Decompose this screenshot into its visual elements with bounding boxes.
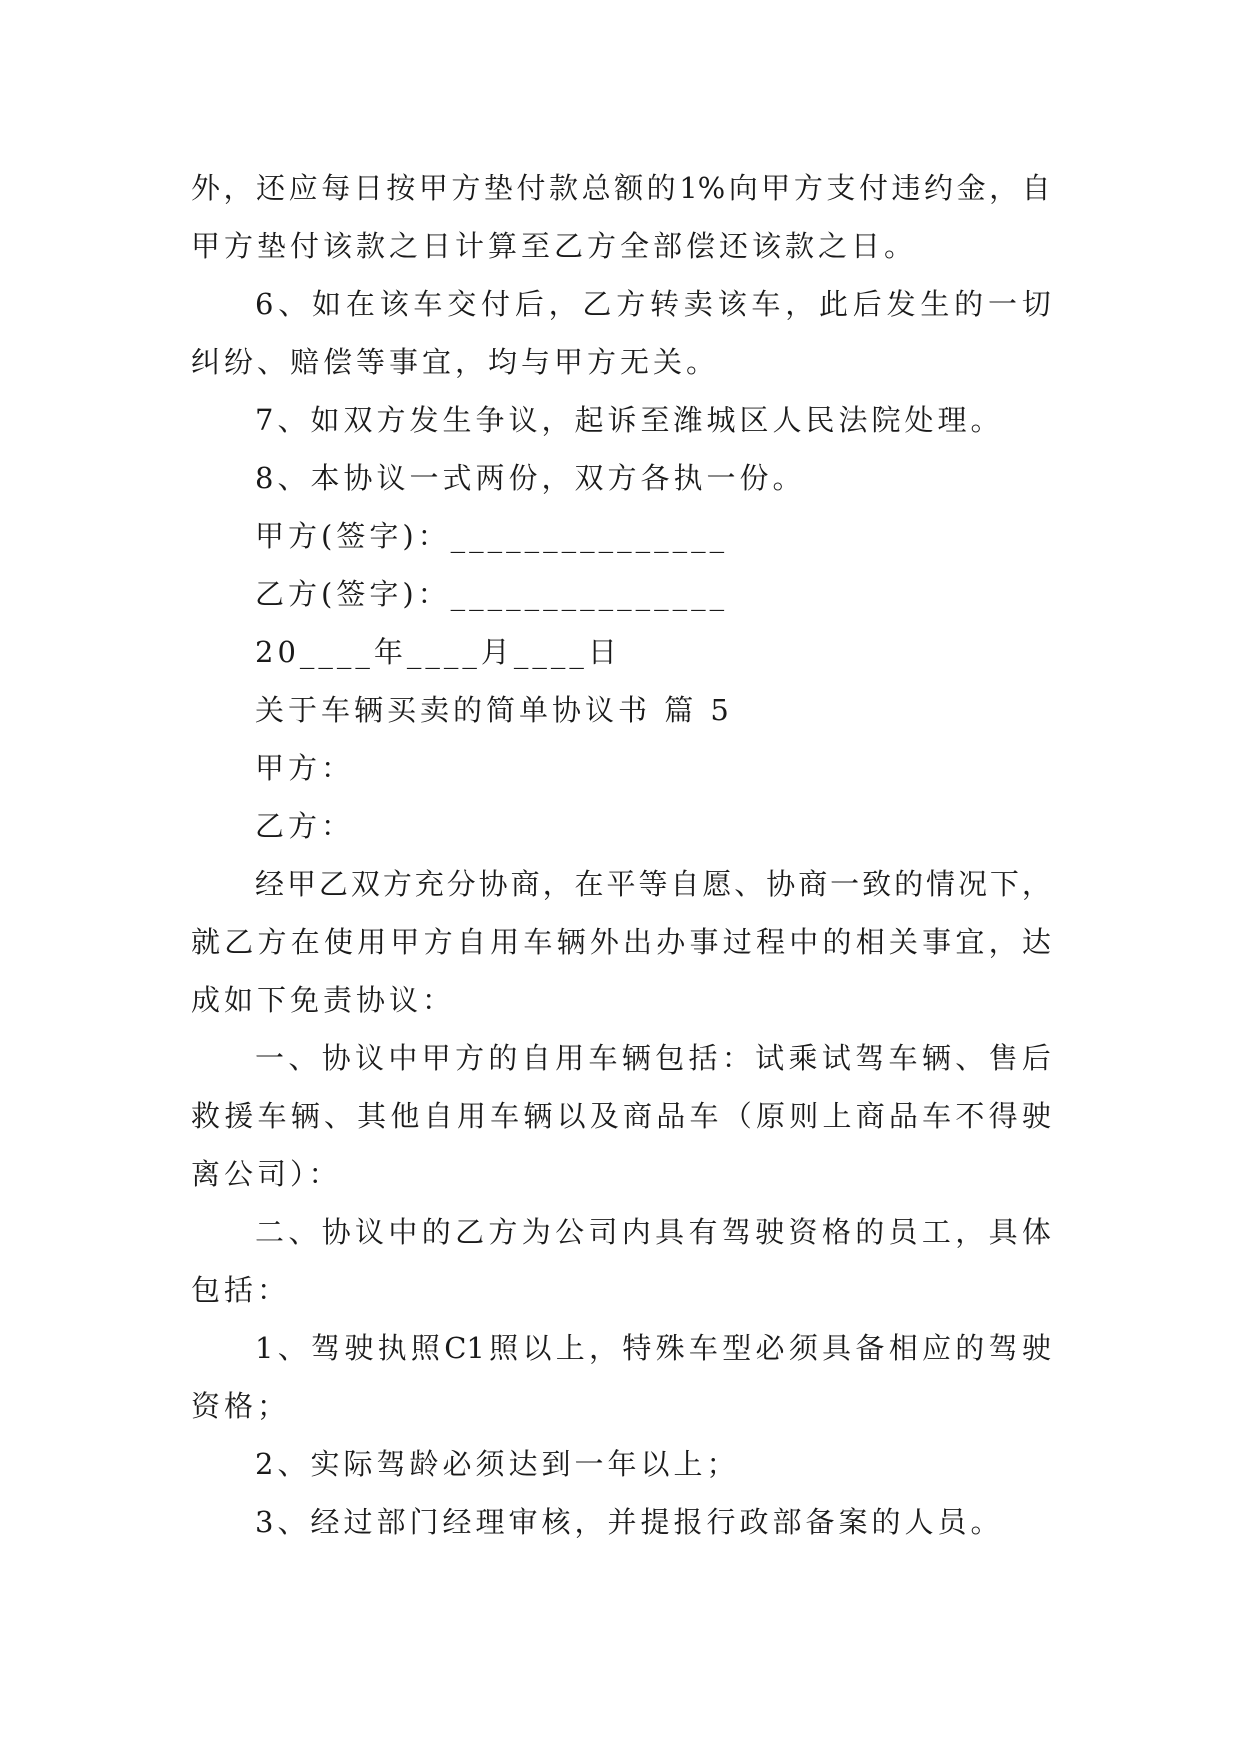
party-a-label: 甲方： — [255, 751, 355, 785]
text-line: 8、本协议一式两份，双方各执一份。 — [255, 461, 806, 495]
text-line: 7、如双方发生争议，起诉至潍城区人民法院处理。 — [255, 403, 1004, 437]
text-line: 资格； — [191, 1389, 291, 1423]
text-line: 3、经过部门经理审核，并提报行政部备案的人员。 — [255, 1505, 1004, 1539]
text-line: 2、实际驾龄必须达到一年以上； — [255, 1447, 740, 1481]
text-line: 外 ， 还 应 每 日 按 甲 方 垫 付 款 总 额 的 1% 向 甲 方 支 付 违 约 金 ， 自 — [191, 171, 1051, 205]
signature-line-party-a: 甲方(签字)：_______________ — [255, 519, 729, 553]
text-line: 纠纷、赔偿等事宜，均与甲方无关。 — [191, 345, 720, 379]
text-line: 就 乙 方 在 使 用 甲 方 自 用 车 辆 外 出 办 事 过 程 中 的 相 关 事 宜 ， 达 — [191, 925, 1051, 959]
text-line: 一 、 协 议 中 甲 方 的 自 用 车 辆 包 括 ： 试 乘 试 驾 车 辆 、 售 后 — [255, 1041, 1051, 1075]
party-b-label: 乙方： — [255, 809, 355, 843]
text-line: 成如下免责协议： — [191, 983, 456, 1017]
signature-line-party-b: 乙方(签字)：_______________ — [255, 577, 729, 611]
date-line: 20____年____月____日 — [255, 635, 621, 669]
text-line: 6 、 如 在 该 车 交 付 后 ， 乙 方 转 卖 该 车 ， 此 后 发 生 的 一 切 — [255, 287, 1051, 321]
section-heading: 关于车辆买卖的简单协议书 篇 5 — [255, 693, 733, 727]
text-line: 离公司）： — [191, 1157, 342, 1191]
text-line: 1 、 驾 驶 执 照 C1 照 以 上 ， 特 殊 车 型 必 须 具 备 相 应 的 驾 驶 — [255, 1331, 1051, 1365]
text-line: 二 、 协 议 中 的 乙 方 为 公 司 内 具 有 驾 驶 资 格 的 员 工 ， 具 体 — [255, 1215, 1051, 1249]
text-line: 甲方垫付该款之日计算至乙方全部偿还该款之日。 — [191, 229, 918, 263]
text-line: 经 甲 乙 双 方 充 分 协 商 ， 在 平 等 自 愿 、 协 商 一 致 的 情 况 下 ， — [255, 867, 1051, 901]
text-line: 救 援 车 辆 、 其 他 自 用 车 辆 以 及 商 品 车 （ 原 则 上 商 品 车 不 得 驶 — [191, 1099, 1051, 1133]
text-line: 包括： — [191, 1273, 291, 1307]
